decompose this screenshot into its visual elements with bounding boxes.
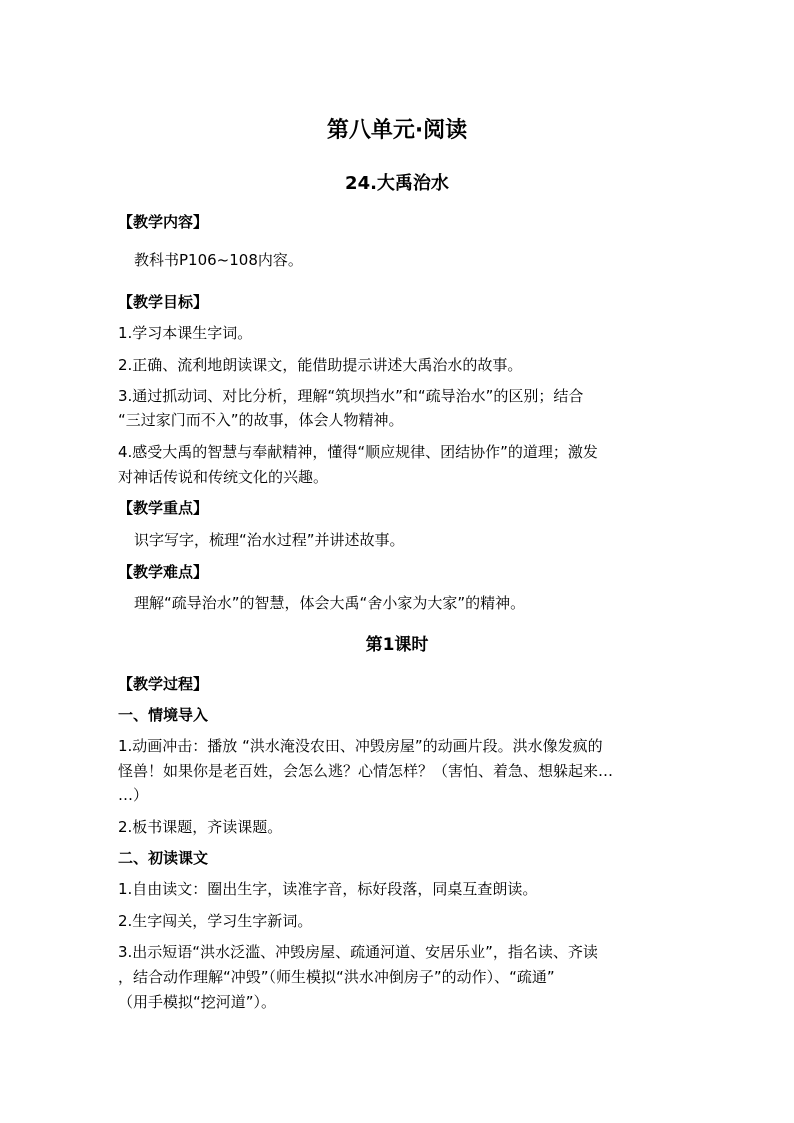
difficulties-text: 理解“疏导治水”的智慧，体会大禹“舍小家为大家”的精神。: [134, 594, 526, 612]
goal-line: “三过家门而不入”的故事，体会人物精神。: [118, 411, 404, 429]
process-line: ，结合动作理解“冲毁”（师生模拟“洪水冲倒房子”的动作）、“疏通”: [118, 968, 555, 986]
process-line: 2.板书课题，齐读课题。: [118, 818, 283, 836]
process-line: 1.动画冲击：播放 “洪水淹没农田、冲毁房屋”的动画片段。洪水像发疯的: [118, 737, 603, 755]
process-line: …）: [118, 786, 149, 804]
section-heading: 二、初读课文: [118, 849, 209, 867]
process-line: 3.出示短语“洪水泛滥、冲毁房屋、疏通河道、安居乐业”，指名读、齐读: [118, 943, 598, 961]
goal-line: 1.学习本课生字词。: [118, 324, 253, 342]
goal-line: 对神话传说和传统文化的兴趣。: [118, 468, 329, 486]
goal-line: 3.通过抓动词、对比分析，理解“筑坝挡水”和“疏导治水”的区别；结合: [118, 387, 584, 405]
teaching-content-heading: 【教学内容】: [118, 213, 209, 231]
teaching-content-text: 教科书P106~108内容。: [134, 251, 303, 269]
unit-title: 第八单元·阅读: [326, 118, 468, 143]
section-heading: 一、情境导入: [118, 706, 209, 724]
key-points-heading: 【教学重点】: [118, 499, 209, 517]
lesson-title: 24.大禹治水: [345, 173, 449, 194]
process-line: 2.生字闯关，学习生字新词。: [118, 912, 313, 930]
teaching-goals-heading: 【教学目标】: [118, 293, 209, 311]
process-heading: 【教学过程】: [118, 675, 209, 693]
difficulties-heading: 【教学难点】: [118, 563, 209, 581]
goal-line: 2.正确、流利地朗读课文，能借助提示讲述大禹治水的故事。: [118, 356, 523, 374]
process-line: 怪兽！如果你是老百姓，会怎么逃？心情怎样？（害怕、着急、想躲起来…: [118, 762, 614, 780]
period-title: 第1课时: [365, 635, 429, 655]
goal-line: 4.感受大禹的智慧与奉献精神，懂得“顺应规律、团结协作”的道理；激发: [118, 443, 598, 461]
process-line: 1.自由读文：圈出生字，读准字音，标好段落，同桌互查朗读。: [118, 880, 538, 898]
process-line: （用手模拟“挖河道”）。: [118, 993, 277, 1011]
key-points-text: 识字写字，梳理“治水过程”并讲述故事。: [134, 531, 405, 549]
